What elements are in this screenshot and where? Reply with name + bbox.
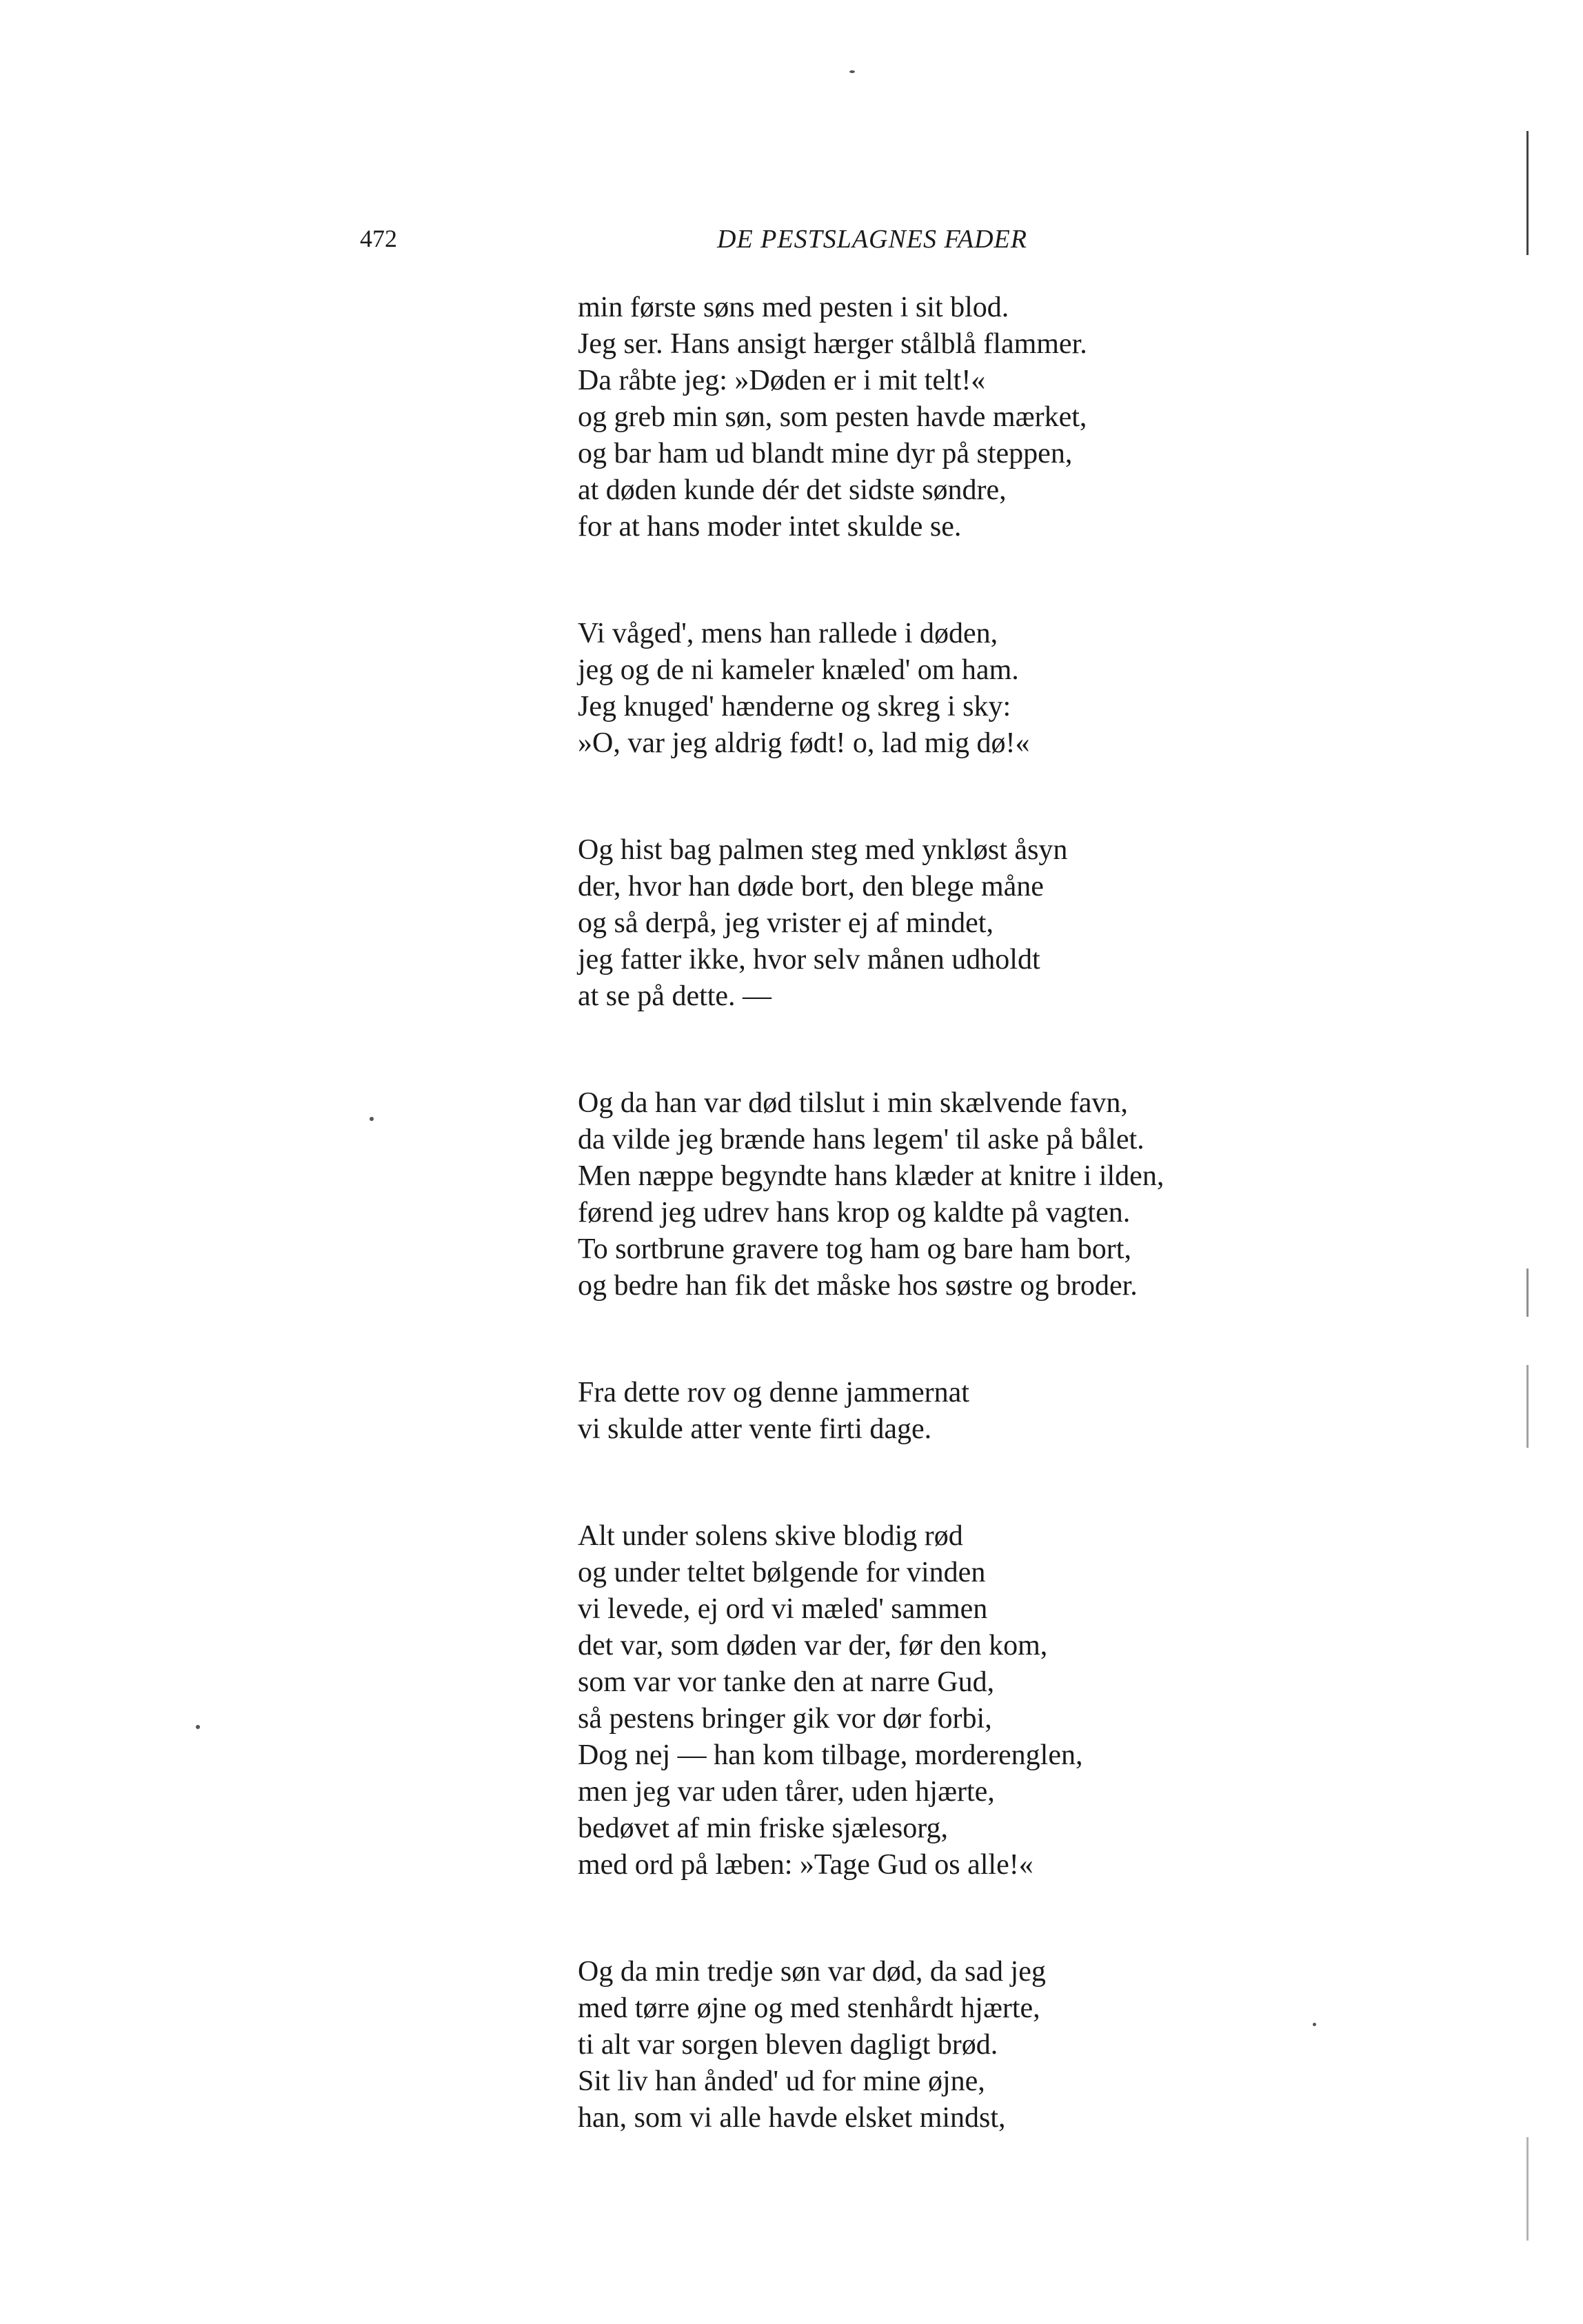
stanza-6 xyxy=(578,1518,1543,1883)
scan-edge-line xyxy=(1526,1269,1529,1317)
verse-line: der, hvor han døde bort, den blege måne xyxy=(578,871,1044,902)
scan-edge-line xyxy=(1526,1365,1529,1448)
verse-line: jeg og de ni kameler knæled' om ham. xyxy=(578,654,1019,686)
verse-line: min første søns med pesten i sit blod. xyxy=(578,292,1009,323)
scan-edge-line xyxy=(1526,2137,1529,2241)
verse-line: førend jeg udrev hans krop og kaldte på vagten. xyxy=(578,1197,1131,1229)
verse-line: Sit liv han ånded' ud for mine øjne, xyxy=(578,2065,985,2097)
verse-line: Og da han var død tilslut i min skælvende favn, xyxy=(578,1087,1128,1119)
verse-line: han, som vi alle havde elsket mindst, xyxy=(578,2102,1006,2134)
verse-line: Fra dette rov og denne jammernat xyxy=(578,1377,969,1408)
scan-speck xyxy=(849,70,855,73)
verse-line: bedøvet af min friske sjælesorg, xyxy=(578,1812,948,1844)
verse-line: ti alt var sorgen bleven dagligt brød. xyxy=(578,2029,998,2061)
verse-line: da vilde jeg brænde hans legem' til aske på bålet. xyxy=(578,1124,1145,1155)
stanza-4 xyxy=(578,1085,1543,1304)
page-number: 472 xyxy=(360,225,397,252)
verse-line: og greb min søn, som pesten havde mærket, xyxy=(578,401,1087,433)
stanza-7 xyxy=(578,1954,1543,2136)
verse-line: med tørre øjne og med stenhårdt hjærte, xyxy=(578,1992,1040,2024)
verse-line: og bar ham ud blandt mine dyr på steppen, xyxy=(578,438,1073,469)
verse-line: at døden kunde dér det sidste søndre, xyxy=(578,474,1007,506)
verse-line: Og da min tredje søn var død, da sad jeg xyxy=(578,1956,1046,1988)
verse-line: Da råbte jeg: »Døden er i mit telt!« xyxy=(578,365,986,396)
verse-line: men jeg var uden tårer, uden hjærte, xyxy=(578,1776,995,1808)
stanza-1 xyxy=(578,290,1543,545)
scan-speck xyxy=(370,1117,374,1121)
verse-line: Og hist bag palmen steg med ynkløst åsyn xyxy=(578,834,1068,866)
running-head: DE PESTSLAGNES FADER xyxy=(717,225,1027,254)
verse-line: jeg fatter ikke, hvor selv månen udholdt xyxy=(578,944,1040,976)
stanza-2 xyxy=(578,616,1543,762)
poem-body xyxy=(578,290,1543,2207)
verse-line: for at hans moder intet skulde se. xyxy=(578,511,962,543)
verse-line: så pestens bringer gik vor dør forbi, xyxy=(578,1703,992,1735)
verse-line: To sortbrune gravere tog ham og bare ham bort, xyxy=(578,1233,1131,1265)
scan-speck xyxy=(1313,2023,1316,2026)
verse-line: og så derpå, jeg vrister ej af mindet, xyxy=(578,907,994,939)
verse-line: og under teltet bølgende for vinden xyxy=(578,1557,986,1588)
scan-edge-line xyxy=(1526,131,1529,255)
verse-line: at se på dette. — xyxy=(578,980,772,1012)
scan-speck xyxy=(196,1725,200,1729)
verse-line: og bedre han fik det måske hos søstre og broder. xyxy=(578,1270,1138,1302)
verse-line: Alt under solens skive blodig rød xyxy=(578,1520,963,1552)
verse-line: Jeg ser. Hans ansigt hærger stålblå flammer. xyxy=(578,328,1087,360)
verse-line: Dog nej — han kom tilbage, morderenglen, xyxy=(578,1739,1083,1771)
verse-line: »O, var jeg aldrig født! o, lad mig dø!« xyxy=(578,727,1030,759)
verse-line: Jeg knuged' hænderne og skreg i sky: xyxy=(578,691,1011,723)
verse-line: vi levede, ej ord vi mæled' sammen xyxy=(578,1593,988,1625)
verse-line: med ord på læben: »Tage Gud os alle!« xyxy=(578,1849,1034,1881)
stanza-5 xyxy=(578,1375,1543,1448)
verse-line: det var, som døden var der, før den kom, xyxy=(578,1630,1048,1661)
verse-line: vi skulde atter vente firti dage. xyxy=(578,1413,932,1445)
stanza-3 xyxy=(578,832,1543,1015)
verse-line: Men næppe begyndte hans klæder at knitre i ilden, xyxy=(578,1160,1164,1192)
verse-line: som var vor tanke den at narre Gud, xyxy=(578,1666,995,1698)
verse-line: Vi våged', mens han rallede i døden, xyxy=(578,618,998,649)
